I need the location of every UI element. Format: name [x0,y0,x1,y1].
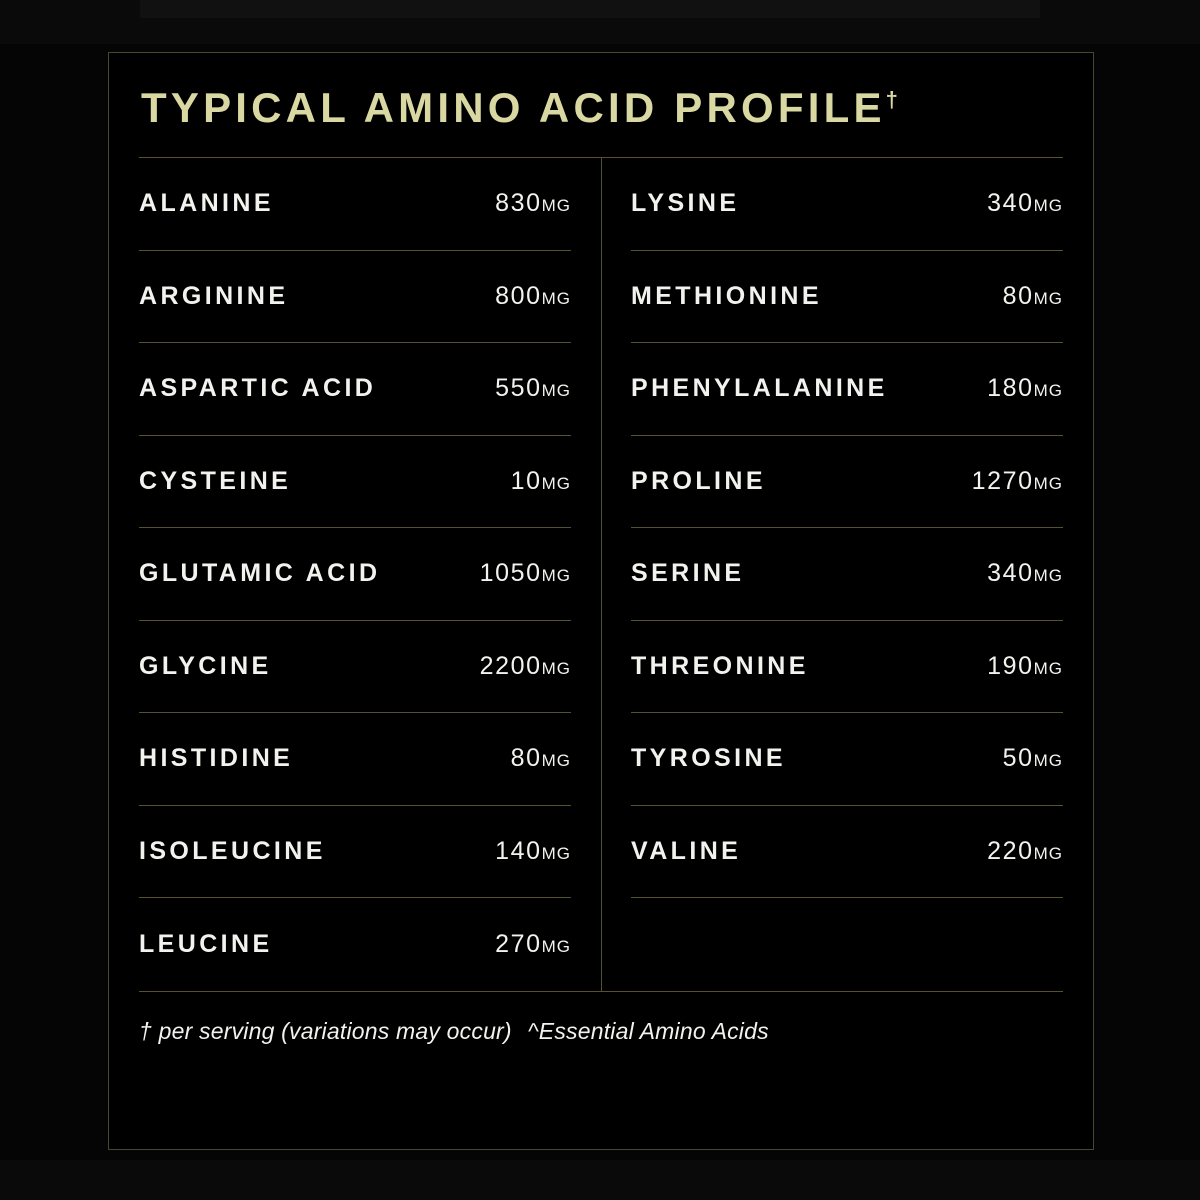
amount-value: 270 [495,929,542,958]
amount-value: 2200 [479,651,542,680]
right-column [601,158,1063,991]
table-row [631,528,1063,621]
top-edge-notch [140,0,1040,18]
amount-unit: MG [541,843,571,863]
amino-acid-amount [987,374,1063,403]
amount-unit: MG [1033,288,1063,308]
amino-acid-name: THREONINE [631,651,809,680]
amino-acid-name: PROLINE [631,466,766,495]
amount-value: 340 [987,559,1034,588]
amino-acid-amount [495,189,571,218]
amount-value: 830 [495,189,542,218]
empty-row [631,898,1063,991]
amino-acid-name: ARGININE [139,281,289,310]
amino-acid-amount [511,467,571,496]
table-row [631,621,1063,714]
amino-acid-name: SERINE [631,559,745,588]
amount-value: 190 [987,651,1034,680]
table-row [631,158,1063,251]
profile-panel [108,52,1094,1150]
amount-value: 50 [1002,744,1034,773]
table-row [139,528,571,621]
amino-acid-name: HISTIDINE [139,744,294,773]
amino-acid-table [139,158,1063,991]
table-row [139,806,571,899]
amount-unit: MG [1033,473,1063,493]
amino-acid-amount [987,189,1063,218]
table-row [631,251,1063,344]
amino-acid-amount [511,744,571,773]
table-row [139,621,571,714]
amino-acid-name: GLUTAMIC ACID [139,559,381,588]
column-divider [601,158,602,991]
amino-acid-amount [987,559,1063,588]
amount-unit: MG [541,658,571,678]
amino-acid-name: ALANINE [139,189,274,218]
amount-unit: MG [1033,196,1063,216]
amino-acid-name: ASPARTIC ACID [139,374,377,403]
title-dagger-marker: † [885,87,898,112]
table-row [139,158,571,251]
table-row [139,713,571,806]
amount-value: 10 [510,466,542,495]
left-column [139,158,601,991]
table-row [631,713,1063,806]
amount-value: 220 [987,836,1034,865]
table-row [139,343,571,436]
amino-acid-amount [495,374,571,403]
amino-acid-amount [495,837,571,866]
table-row [139,898,571,991]
amino-acid-amount [480,559,571,588]
amount-value: 340 [987,189,1034,218]
amino-acid-amount [480,652,571,681]
amino-acid-amount [1003,282,1063,311]
amount-value: 140 [495,836,542,865]
amount-value: 80 [510,744,542,773]
amount-unit: MG [1033,658,1063,678]
page-title-text: TYPICAL AMINO ACID PROFILE [141,84,886,131]
amino-acid-amount [495,930,571,959]
amount-unit: MG [1033,843,1063,863]
amount-value: 1050 [479,559,542,588]
amount-unit: MG [541,196,571,216]
bottom-edge-band [0,1160,1200,1200]
amino-acid-name: ISOLEUCINE [139,836,326,865]
amount-unit: MG [541,751,571,771]
table-row [631,436,1063,529]
amino-acid-name: LYSINE [631,189,740,218]
amino-acid-name: TYROSINE [631,744,786,773]
table-row [631,806,1063,899]
footnote [139,1018,1063,1045]
panel-content [139,84,1063,1125]
footnote-essential-note: ^Essential Amino Acids [527,1017,769,1044]
amino-acid-name: VALINE [631,836,742,865]
amount-unit: MG [541,381,571,401]
amount-value: 80 [1002,281,1034,310]
amount-value: 180 [987,374,1034,403]
amino-acid-name: CYSTEINE [139,466,292,495]
amino-acid-amount [495,282,571,311]
amino-acid-name: METHIONINE [631,281,822,310]
amino-acid-amount [987,652,1063,681]
amount-unit: MG [1033,381,1063,401]
amino-acid-name: LEUCINE [139,929,273,958]
amount-unit: MG [1033,566,1063,586]
amount-value: 1270 [971,466,1034,495]
amino-acid-amount [1003,744,1063,773]
footer-divider [139,991,1063,992]
footnote-serving-note: † per serving (variations may occur) [139,1017,512,1044]
table-row [139,436,571,529]
amount-value: 550 [495,374,542,403]
amino-acid-amount [987,837,1063,866]
amount-unit: MG [541,288,571,308]
amount-unit: MG [541,473,571,493]
table-row [631,343,1063,436]
amino-acid-name: PHENYLALANINE [631,374,888,403]
amino-acid-name: GLYCINE [139,651,272,680]
page-title [139,84,1063,131]
amount-unit: MG [541,566,571,586]
amino-acid-amount [972,467,1063,496]
amount-unit: MG [541,936,571,956]
table-row [139,251,571,344]
amount-unit: MG [1033,751,1063,771]
amount-value: 800 [495,281,542,310]
